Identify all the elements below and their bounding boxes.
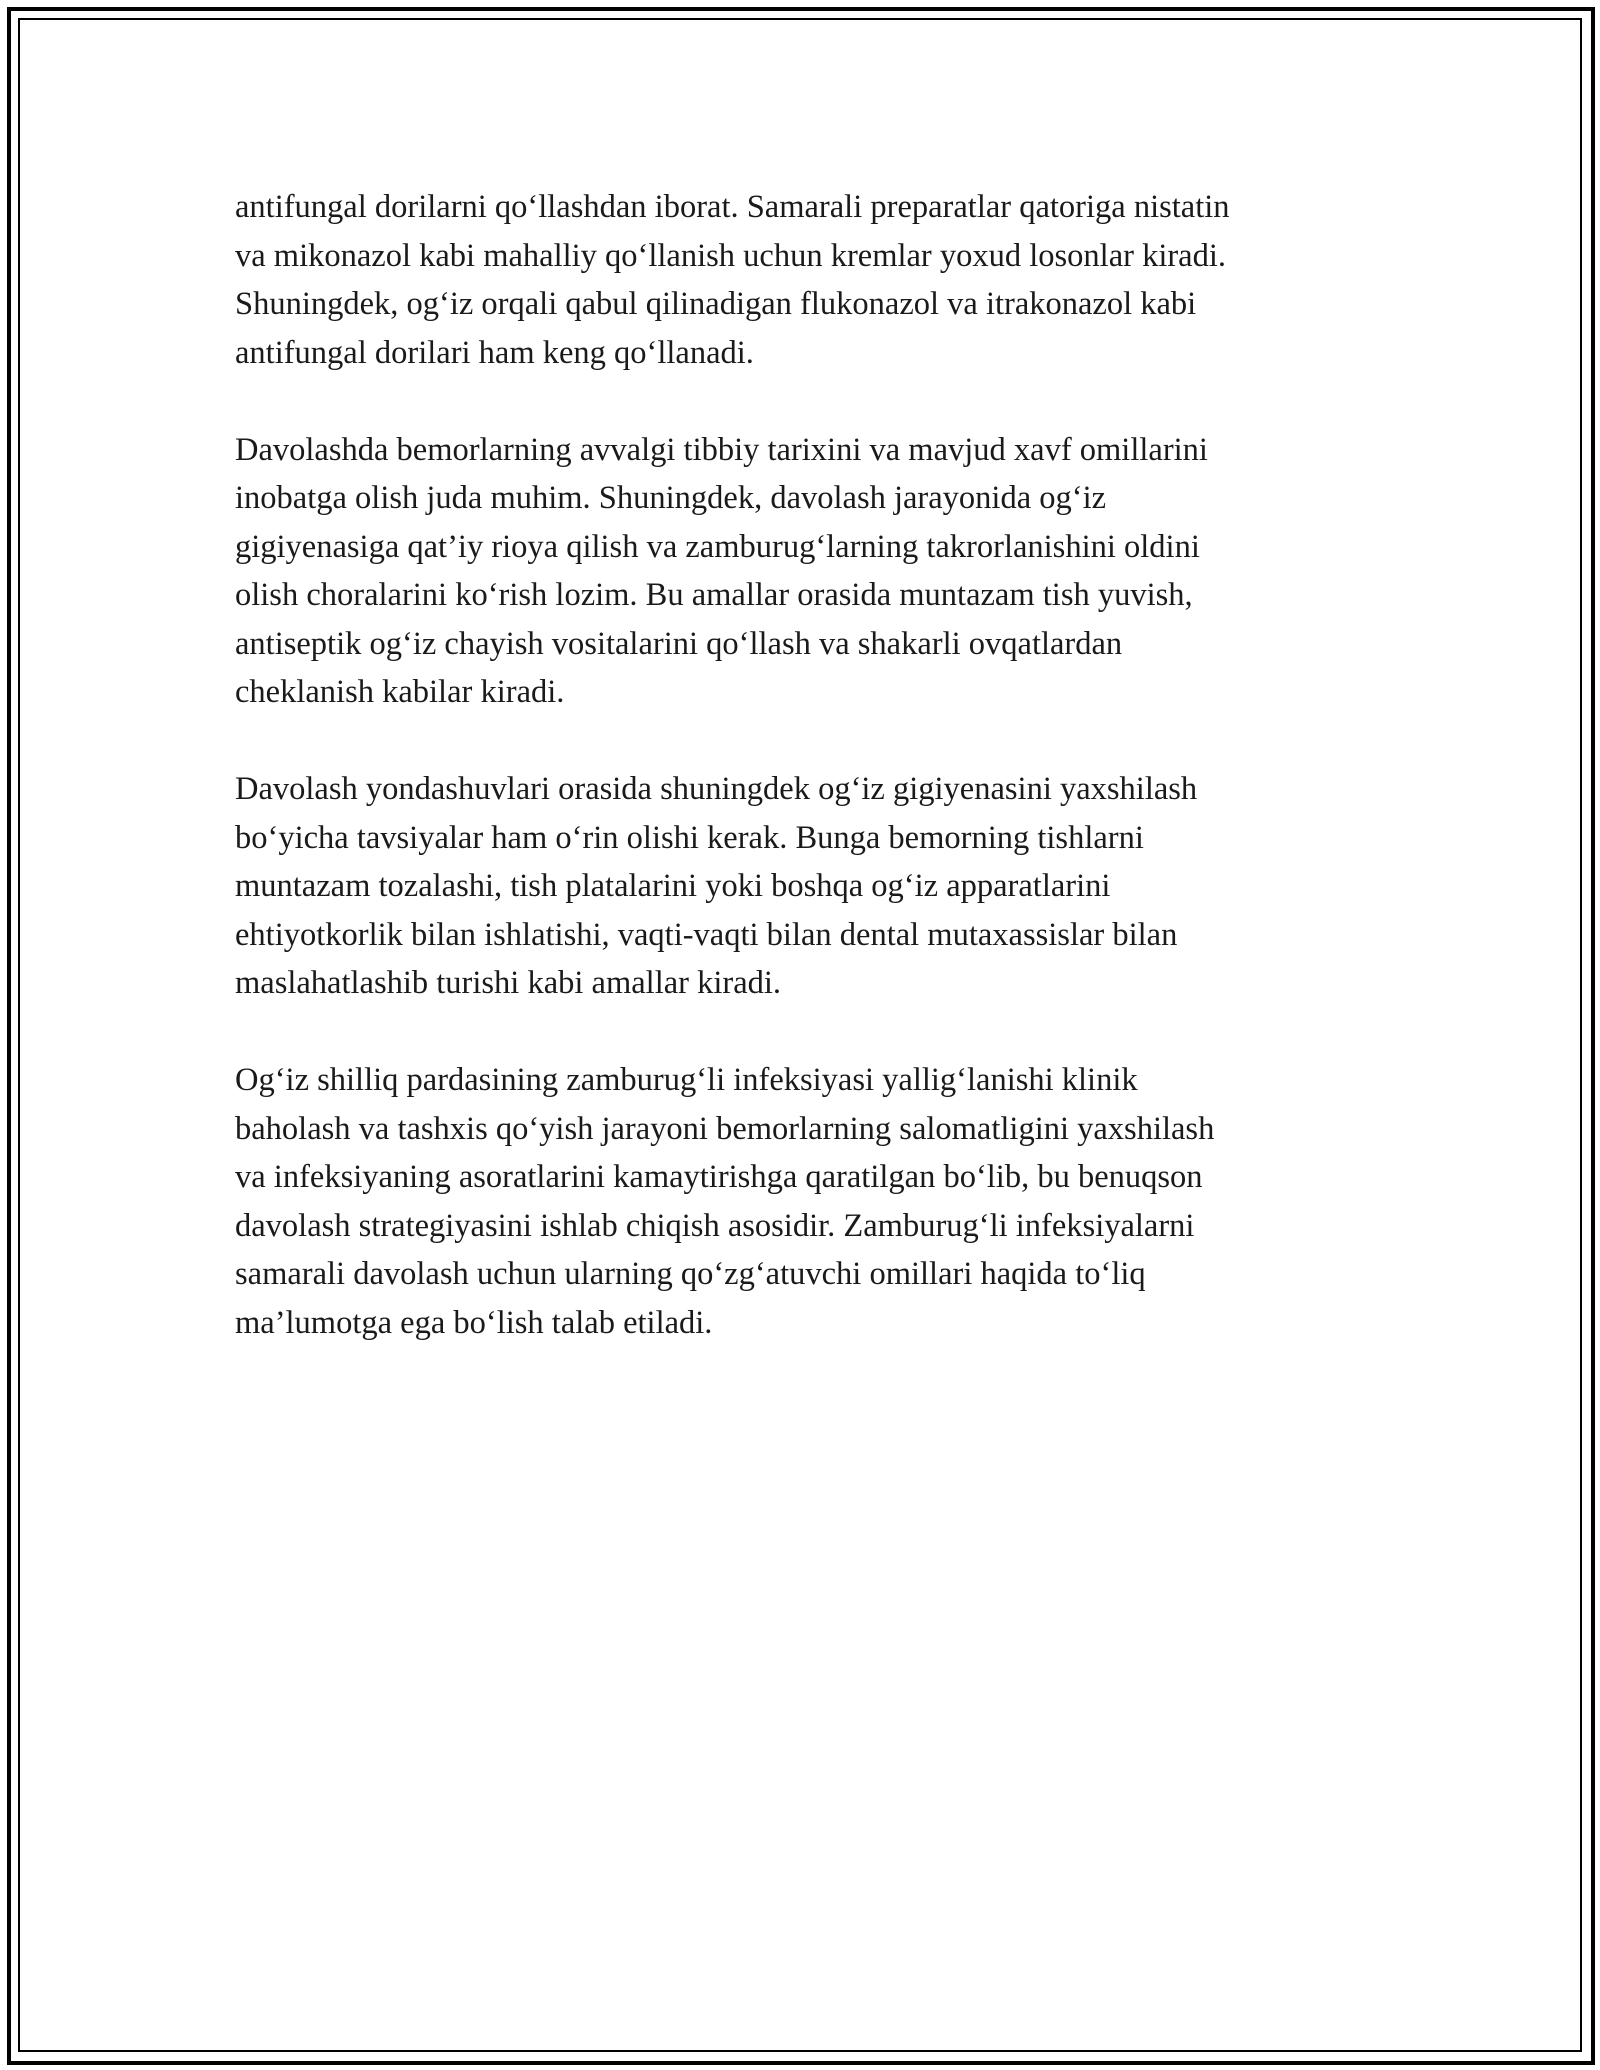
text-line: antiseptik og‘iz chayish vositalarini qo‘llash va shakarli ovqatlardan [235,625,1123,662]
paragraph-antifungal-treatment [235,183,1375,377]
text-line: muntazam tozalashi, tish platalarini yoki boshqa og‘iz apparatlarini [235,868,1111,904]
paragraph-medical-history [235,426,1375,717]
text-line: Og‘iz shilliq pardasining zamburug‘li infeksiyasi yallig‘lanishi klinik [235,1062,1138,1098]
text-line: va mikonazol kabi mahalliy qo‘llanish uchun kremlar yoxud losonlar kiradi. [235,237,1227,274]
text-line: antifungal dorilari ham keng qo‘llanadi. [235,334,754,371]
paragraph-oral-hygiene [235,765,1375,1008]
text-line: davolash strategiyasini ishlab chiqish asosidir. Zamburug‘li infeksiyalarni [235,1207,1195,1244]
text-line: olish choralarini ko‘rish lozim. Bu amallar orasida muntazam tish yuvish, [235,577,1193,613]
text-line: samarali davolash uchun ularning qo‘zg‘atuvchi omillari haqida to‘liq [235,1256,1146,1292]
text-line: baholash va tashxis qo‘yish jarayoni bemorlarning salomatligini yaxshilash [235,1110,1215,1147]
text-line: maslahatlashib turishi kabi amallar kiradi. [235,965,782,1001]
document-body [235,183,1375,1396]
text-line: inobatga olish juda muhim. Shuningdek, davolash jarayonida og‘iz [235,480,1107,516]
text-line: Shuningdek, og‘iz orqali qabul qilinadigan flukonazol va itrakonazol kabi [235,286,1197,322]
paragraph-clinical-assessment [235,1056,1375,1347]
text-line: cheklanish kabilar kiradi. [235,674,565,710]
text-line: ma’lumotga ega bo‘lish talab etiladi. [235,1304,713,1341]
text-line: bo‘yicha tavsiyalar ham o‘rin olishi kerak. Bunga bemorning tishlarni [235,819,1144,856]
text-line: antifungal dorilarni qo‘llashdan iborat. Samarali preparatlar qatoriga nistatin [235,189,1230,225]
text-line: Davolash yondashuvlari orasida shuningdek og‘iz gigiyenasini yaxshilash [235,771,1198,807]
text-line: va infeksiyaning asoratlarini kamaytirishga qaratilgan bo‘lib, bu benuqson [235,1159,1203,1195]
text-line: Davolashda bemorlarning avvalgi tibbiy tarixini va mavjud xavf omillarini [235,431,1208,468]
text-line: gigiyenasiga qat’iy rioya qilish va zamburug‘larning takrorlanishini oldini [235,528,1200,565]
text-line: ehtiyotkorlik bilan ishlatishi, vaqti-vaqti bilan dental mutaxassislar bilan [235,916,1178,953]
